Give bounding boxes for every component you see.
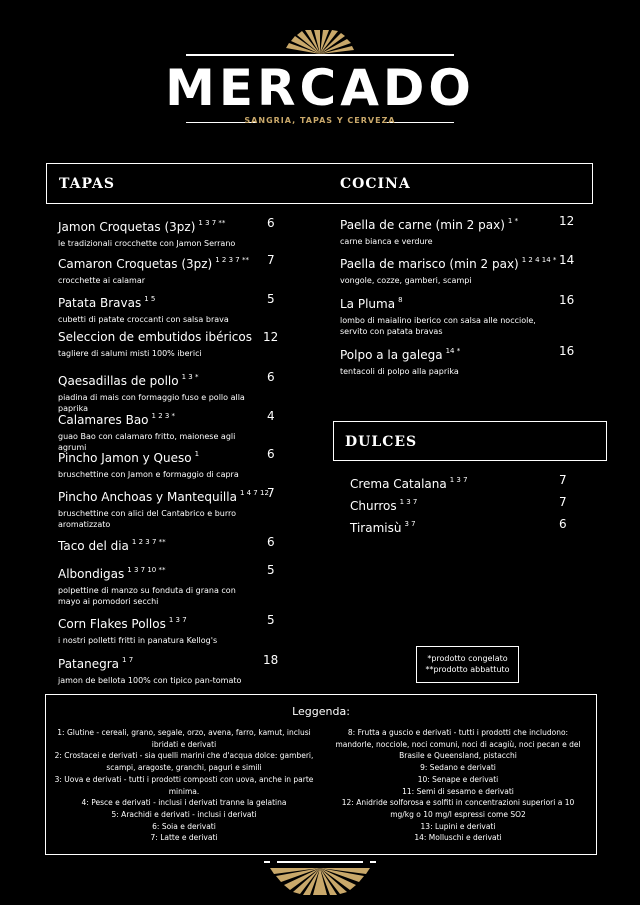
item-allergens: 1 4 7 12 [239, 489, 269, 497]
legend-entry: 7: Latte e derivati [150, 833, 218, 843]
item-allergens: 1 * [507, 217, 519, 225]
cocina-item-name [340, 343, 550, 363]
item-description: jamon de bellota 100% con tipico pan-tomato [58, 676, 242, 685]
legend-entry: 5: Arachidi e derivati - inclusi i derivati [111, 809, 257, 819]
tapas-item-name [58, 291, 258, 311]
item-name-text: Jamon Croquetas (3pz) [58, 220, 196, 234]
tapas-item [58, 652, 258, 686]
legend-entry: 14: Molluschi e derivati [414, 833, 502, 843]
tapas-item [58, 252, 258, 286]
logo-subtitle: SANGRIA, TAPAS Y CERVEZA [244, 116, 396, 125]
item-allergens: 1 2 3 * [151, 412, 176, 420]
item-description: vongole, cozze, gamberi, scampi [340, 276, 472, 285]
dulces-item-name [350, 494, 550, 514]
dulces-item-name [350, 472, 550, 492]
item-name-text: Albondigas [58, 567, 125, 581]
item-name-text: Seleccion de embutidos ibéricos [58, 330, 252, 344]
item-description: tentacoli di polpo alla paprika [340, 367, 459, 376]
tapas-item-price: 6 [267, 535, 275, 549]
tapas-item-price: 18 [263, 653, 279, 667]
item-description: piadina di mais con formaggio fuso e pollo alla paprika [58, 393, 245, 413]
dulces-item-price: 7 [559, 495, 567, 509]
legend-entry: 3: Uova e derivati - tutti i prodotti composti con uova, anche in parte minima. [54, 774, 314, 796]
item-description: carne bianca e verdure [340, 237, 433, 246]
tapas-item-name [58, 534, 258, 554]
item-name-text: Calamares Bao [58, 413, 149, 427]
tapas-item [58, 612, 258, 646]
cocina-item-price: 12 [559, 214, 575, 228]
item-allergens: 1 5 [144, 295, 156, 303]
legend-entry: 11: Semi di sesamo e derivati [402, 786, 514, 796]
tapas-item-price: 12 [263, 330, 279, 344]
item-allergens: 3 7 [404, 520, 416, 528]
item-description: i nostri polletti fritti in panatura Kellog's [58, 636, 218, 645]
cocina-item-name [340, 213, 550, 233]
section-header-box [46, 163, 593, 204]
item-name-text: Qaesadillas de pollo [58, 374, 179, 388]
tapas-item-name [58, 215, 258, 235]
tapas-item-name [58, 446, 258, 466]
dulces-item [350, 494, 550, 514]
item-name-text: Paella de marisco (min 2 pax) [340, 257, 519, 271]
logo-rule [186, 54, 454, 56]
legend-box [45, 694, 597, 855]
tapas-item-name [58, 252, 258, 272]
legend-entry: 13: Lupini e derivati [420, 821, 496, 831]
item-name-text: Taco del dia [58, 539, 129, 553]
item-allergens: 1 3 7 10 ** [127, 566, 166, 574]
item-name-text: Corn Flakes Pollos [58, 617, 166, 631]
tapas-item [58, 329, 258, 359]
item-name-text: Polpo a la galega [340, 348, 443, 362]
item-description: lombo di maialino iberico con salsa alle nocciole, servito con patata bravas [340, 316, 536, 336]
item-allergens: 1 [194, 450, 200, 458]
legend-entry: 12: Anidride solforosa e solfiti in concentrazioni superiori a 10 mg/kg o 10 mg/l espressi come SO2 [341, 798, 575, 819]
item-name-text: La Pluma [340, 297, 396, 311]
legend-entry: 10: Senape e derivati [417, 774, 499, 784]
tapas-item [58, 485, 269, 530]
item-allergens: 1 3 7 [449, 476, 468, 484]
tapas-item-price: 5 [267, 613, 275, 627]
legend-entry: 1: Glutine - cereali, grano, segale, orzo, avena, farro, kamut, inclusi ibridati e derivati [57, 728, 311, 749]
item-allergens: 1 3 * [181, 373, 199, 381]
tapas-item-price: 7 [267, 253, 275, 267]
dulces-item-price: 6 [559, 517, 567, 531]
tapas-item [58, 534, 258, 554]
tapas-item-name [58, 408, 258, 428]
cocina-item-price: 16 [559, 293, 575, 307]
item-allergens: 1 3 7 [399, 498, 418, 506]
item-description: crocchette ai calamar [58, 276, 146, 285]
tapas-item-name [58, 652, 258, 672]
legend-entry: 2: Crostacei e derivati - sia quelli marini che d'acqua dolce: gamberi, scampi, aragoste, granchi, paguri e simili [54, 751, 314, 773]
item-name-text: Pincho Anchoas y Mantequilla [58, 490, 237, 504]
tapas-item-name [58, 329, 258, 345]
item-name-text: Patanegra [58, 657, 120, 671]
cocina-item [340, 343, 550, 377]
tapas-item [58, 291, 258, 325]
tapas-item-price: 6 [267, 447, 275, 461]
cocina-item [340, 292, 550, 337]
dulces-item [350, 472, 550, 492]
item-name-text: Crema Catalana [350, 477, 447, 491]
item-name-text: Paella de carne (min 2 pax) [340, 218, 505, 232]
bottom-ornament [0, 858, 640, 898]
tapas-item-price: 7 [267, 486, 275, 500]
item-description: polpettine di manzo su fonduta di grana con mayo ai pomodori secchi [58, 586, 236, 606]
dulces-item [350, 516, 550, 536]
fan-bottom-icon [0, 858, 640, 898]
item-allergens: 14 * [445, 347, 461, 355]
item-allergens: 1 2 4 14 * [521, 256, 557, 264]
tapas-item [58, 562, 258, 607]
logo-title: MERCADO [165, 59, 475, 117]
tapas-item-price: 6 [267, 370, 275, 384]
item-description: tagliere di salumi misti 100% iberici [58, 349, 202, 358]
cocina-item-price: 14 [559, 253, 575, 267]
item-description: guao Bao con calamaro fritto, maionese agli agrumi [58, 432, 236, 452]
note-chilled: **prodotto abbattuto [425, 665, 510, 674]
tapas-item-name [58, 485, 269, 505]
item-name-text: Tiramisù [350, 521, 402, 535]
dulces-item-price: 7 [559, 473, 567, 487]
item-description: bruschettine con Jamon e formaggio di capra [58, 470, 239, 479]
tapas-item-name [58, 562, 258, 582]
tapas-item-price: 4 [267, 409, 275, 423]
cocina-item-name [340, 292, 550, 312]
item-description: bruschettine con alici del Cantabrico e burro aromatizzato [58, 509, 237, 529]
legend-entry: 4: Pesce e derivati - inclusi i derivati tranne la gelatina [81, 798, 287, 808]
item-allergens: 1 7 [122, 656, 134, 664]
item-allergens: 1 3 7 ** [198, 219, 226, 227]
tapas-item [58, 215, 258, 249]
item-description: cubetti di patate croccanti con salsa brava [58, 315, 229, 324]
tapas-item-name [58, 369, 258, 389]
legend-entry: 9: Sedano e derivati [420, 763, 496, 773]
logo [0, 30, 640, 130]
item-name-text: Patata Bravas [58, 296, 142, 310]
legend-left-column [54, 727, 314, 844]
legend-entry: 6: Soia e derivati [152, 821, 216, 831]
cocina-item-name [340, 252, 557, 272]
legend-right-column [332, 727, 584, 844]
legend-title: Leggenda: [292, 705, 350, 718]
dulces-title: DULCES [345, 434, 418, 450]
note-frozen: *prodotto congelato [427, 654, 508, 663]
item-name-text: Pincho Jamon y Queso [58, 451, 192, 465]
item-name-text: Camaron Croquetas (3pz) [58, 257, 213, 271]
tapas-item-price: 6 [267, 216, 275, 230]
legend-entry: 8: Frutta a guscio e derivati - tutti i prodotti che includono: mandorle, nocciole, noci comuni, noci di acagiù, noci pecan e del Brasile e Queensland, pistacchi [335, 728, 581, 761]
tapas-item [58, 446, 258, 480]
item-description: le tradizionali crocchette con Jamon Serrano [58, 239, 236, 248]
cocina-item-price: 16 [559, 344, 575, 358]
item-allergens: 8 [398, 296, 403, 304]
cocina-title: COCINA [340, 176, 411, 192]
tapas-item-price: 5 [267, 563, 275, 577]
item-name-text: Churros [350, 499, 397, 513]
dulces-item-name [350, 516, 550, 536]
tapas-title: TAPAS [59, 176, 115, 192]
item-allergens: 1 3 7 [168, 616, 187, 624]
tapas-item-price: 5 [267, 292, 275, 306]
tapas-item-name [58, 612, 258, 632]
notes-box [416, 646, 519, 683]
cocina-item [340, 252, 557, 286]
fan-ornament-icon [283, 30, 357, 54]
item-allergens: 1 2 3 7 ** [215, 256, 249, 264]
cocina-item [340, 213, 550, 247]
item-allergens: 1 2 3 7 ** [131, 538, 166, 546]
